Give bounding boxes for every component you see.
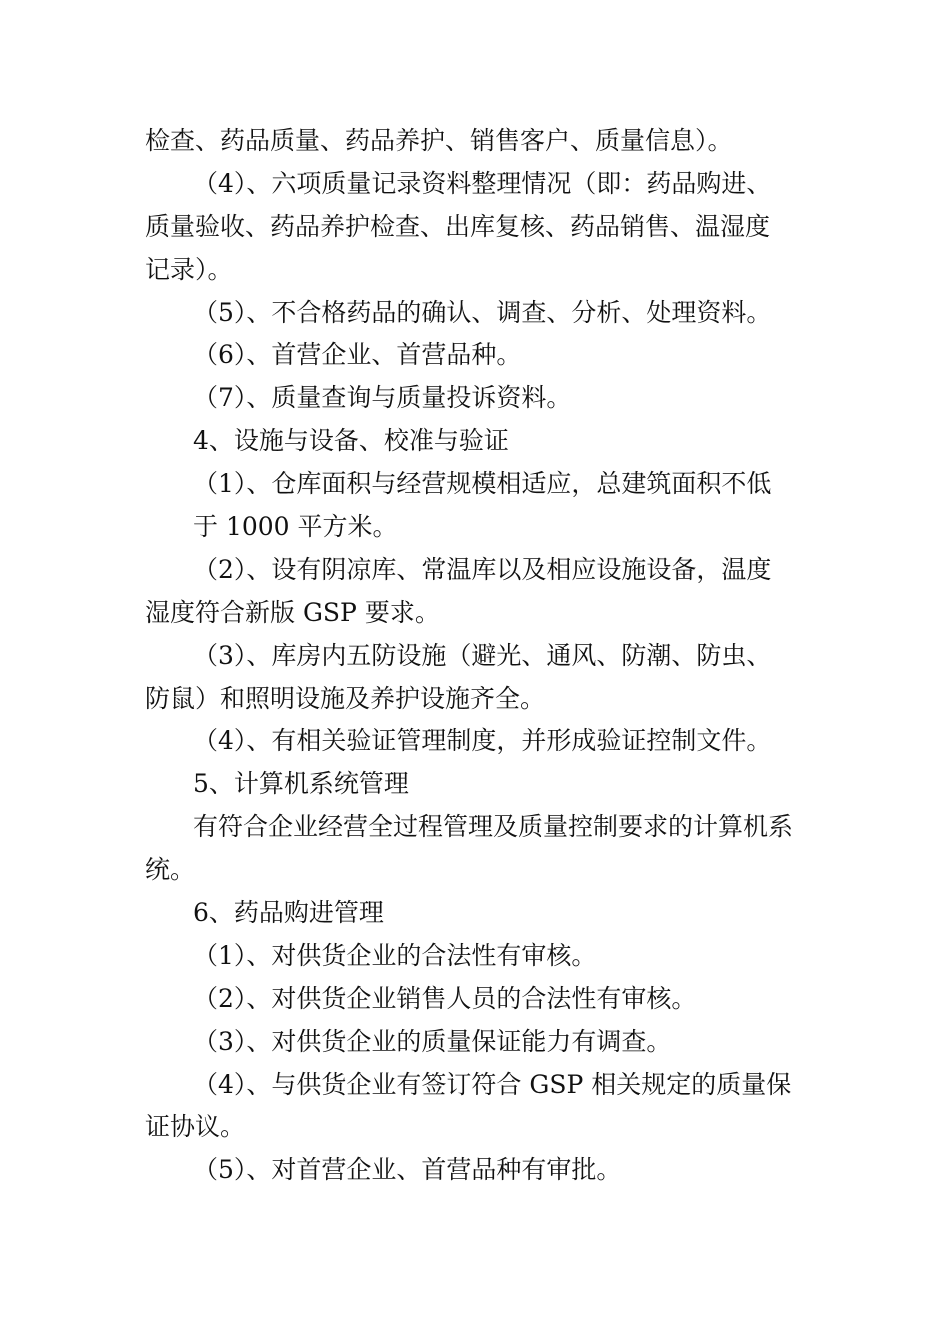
text-line: （3）、对供货企业的质量保证能力有调查。 xyxy=(193,1027,672,1056)
text-line: 湿度符合新版 GSP 要求。 xyxy=(145,598,440,627)
text-line: 统。 xyxy=(145,855,196,884)
text-line: 记录）。 xyxy=(145,255,233,284)
text-line: （3）、库房内五防设施（避光、通风、防潮、防虫、 xyxy=(193,641,772,670)
text-line: 防鼠）和照明设施及养护设施齐全。 xyxy=(145,684,546,713)
text-line: （5）、不合格药品的确认、调查、分析、处理资料。 xyxy=(193,298,772,327)
text-line: （7）、质量查询与质量投诉资料。 xyxy=(193,383,572,412)
text-line: （5）、对首营企业、首营品种有审批。 xyxy=(193,1155,622,1184)
section-heading: 5、计算机系统管理 xyxy=(193,769,409,798)
text-line: （2）、对供货企业销售人员的合法性有审核。 xyxy=(193,984,697,1013)
text-line: （6）、首营企业、首营品种。 xyxy=(193,340,522,369)
section-heading: 6、药品购进管理 xyxy=(193,898,384,927)
text-line: （1）、仓库面积与经营规模相适应，总建筑面积不低 xyxy=(193,469,772,498)
section-heading: 4、设施与设备、校准与验证 xyxy=(193,426,509,455)
text-line: 证协议。 xyxy=(145,1112,246,1141)
text-line: 质量验收、药品养护检查、出库复核、药品销售、温湿度 xyxy=(145,212,771,241)
text-line: （1）、对供货企业的合法性有审核。 xyxy=(193,941,597,970)
text-line: （2）、设有阴凉库、常温库以及相应设施设备，温度 xyxy=(193,555,772,584)
text-line: 有符合企业经营全过程管理及质量控制要求的计算机系 xyxy=(193,812,794,841)
text-line: （4）、有相关验证管理制度，并形成验证控制文件。 xyxy=(193,726,772,755)
text-line: 检查、药品质量、药品养护、销售客户、质量信息）。 xyxy=(145,126,733,155)
text-line: （4）、与供货企业有签订符合 GSP 相关规定的质量保 xyxy=(193,1070,792,1099)
text-line: （4）、六项质量记录资料整理情况（即：药品购进、 xyxy=(193,169,772,198)
text-line: 于 1000 平方米。 xyxy=(193,512,398,541)
